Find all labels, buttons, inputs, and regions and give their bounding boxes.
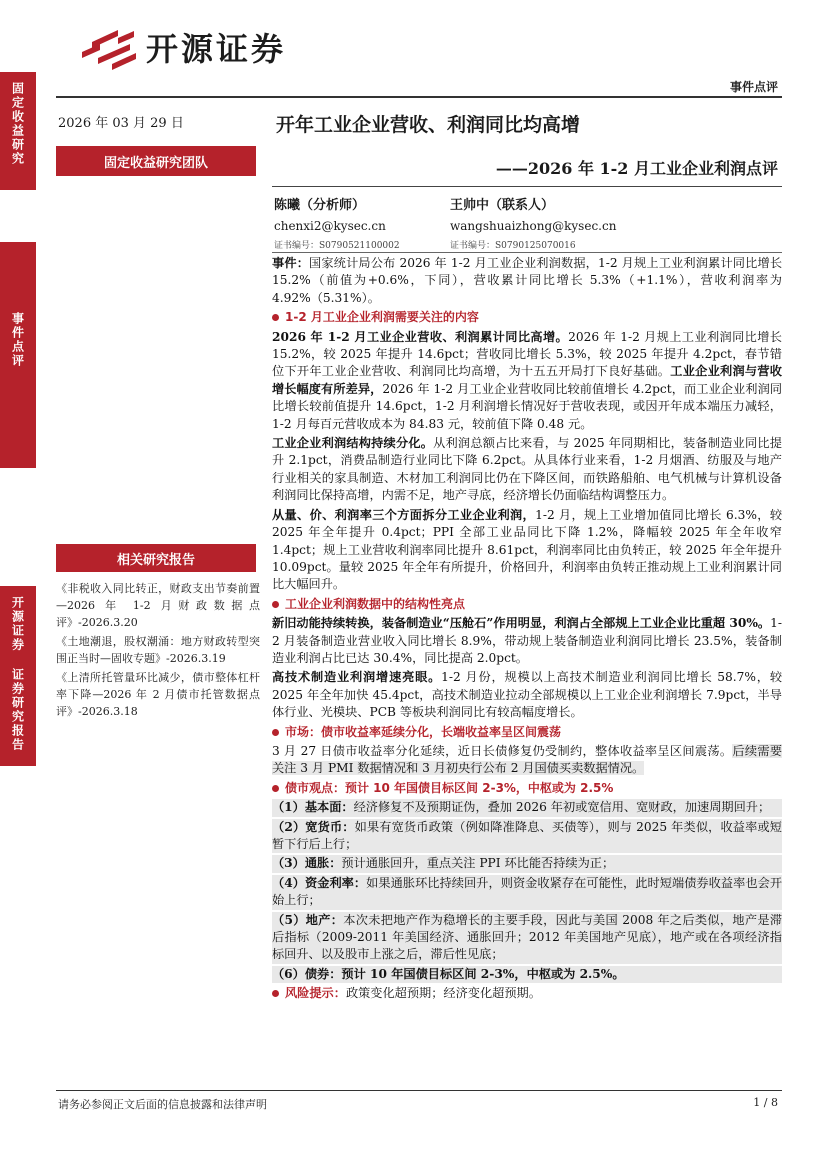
- report-date: 2026 年 03 月 29 日: [58, 116, 184, 131]
- contact-card: [450, 196, 616, 256]
- contact-cert: 证书编号：S0790125070016: [450, 241, 576, 251]
- view-item: （5）地产：本次未把地产作为稳增长的主要手段，因此与美国 2008 年之后类似，地产是滞后指标（2009-2011 年美国经济、通胀回升；2012 年美国地产见底），地产或在各项经济指标回升、以及股市上涨之后，滞后性见底；: [272, 912, 782, 964]
- contact-name: 王帅中（联系人）: [450, 198, 555, 213]
- body-paragraph: 3 月 27 日债市收益率分化延续，近日长债修复仍受制约，整体收益率呈区间震荡。后续需要关注 3 月 PMI 数据情况和 3 月初央行公布 2 月国债买卖数据情况。: [272, 743, 783, 776]
- company-logo: [78, 22, 286, 72]
- analyst-cert: 证书编号：S0790521100002: [274, 241, 400, 251]
- kysec-logo-icon: [78, 22, 140, 72]
- analyst-divider: [272, 252, 782, 253]
- event-label: 事件：: [272, 256, 310, 270]
- page-number: 1 / 8: [753, 1096, 778, 1109]
- bullet-icon: [272, 785, 279, 792]
- body-paragraph: 新旧动能持续转换，装备制造业“压舱石”作用明显，利润占全部规上工业企业比重超 30%。1-2 月装备制造业营业收入同比增长 8.9%，带动规上装备制造业利润同比增长 23.5%，装备制造业利润占比已达 30.4%，同比提高 2.0pct。: [272, 616, 782, 665]
- body-paragraph: 工业企业利润结构持续分化。从利润总额占比来看，与 2025 年同期相比，装备制造业同比提升 2.1pct，消费品制造行业同比下降 6.2pct。从具体行业来看，1-2 月烟酒、纺服及与地产行业相关的家具制造、木材加工利润同比仍在下降区间，而铁路船舶、电气机械与计算机设备利润同比保持高增，内需不足，地产寻底，经济增长仍面临结构调整压力。: [272, 436, 782, 503]
- team-label: 固定收益研究团队: [56, 146, 256, 176]
- body-paragraph: 从量、价、利润率三个方面拆分工业企业利润，1-2 月，规上工业增加值同比增长 6.3%，较 2025 年全年提升 0.4pct；PPI 全部工业品同比下降 1.2%，降幅较 2025 年全年收窄 1.4pct；规上工业营收利润率同比提升 8.61pct，利润率同比由负转正，较 2025 年全年提升 10.09pct。量较 2025 年全年有所提升，价格回升，利润率由负转正推动规上工业利润累计同比大幅回升。: [272, 507, 783, 592]
- related-reports-list: [56, 580, 260, 722]
- report-title: 开年工业企业营收、利润同比均高增: [276, 114, 581, 136]
- bullet-icon: [272, 990, 279, 997]
- body-paragraph: 2026 年 1-2 月工业企业营收、利润累计同比高增。2026 年 1-2 月规上工业利润同比增长 15.2%，较 2025 年提升 14.6pct；营收同比增长 5.3%，较 2025 年提升 4.2pct，春节错位下开年工业企业营收、利润同比均高增，为十五五开局打下良好基础。工业企业利润与营收增长幅度有所差异，2026 年 1-2 月工业企业营收同比较前值增长 4.2pct，而工业企业利润同比增长较前值提升 14.6pct，1-2 月利润增长情况好于营收表现，或因开年成本端压力减轻，1-2 月每百元营收成本为 84.83 元，较前值下降 0.48 元。: [272, 329, 783, 431]
- side-tab-fixed-income: 固定收益研究: [0, 72, 36, 190]
- view-item: （3）通胀：预计通胀回升，重点关注 PPI 环比能否持续为正；: [272, 855, 782, 872]
- bullet-icon: [272, 729, 279, 736]
- report-subtitle: ——2026 年 1-2 月工业企业利润点评: [495, 159, 778, 178]
- related-report-link[interactable]: 《土地潮退，股权潮涌：地方财政转型突围正当时—固收专题》-2026.3.19: [56, 635, 260, 665]
- header-divider: [56, 96, 782, 98]
- footer-disclaimer: 请务必参阅正文后面的信息披露和法律声明: [58, 1098, 267, 1111]
- section-heading: 债市观点：预计 10 年国债目标区间 2-3%，中枢或为 2.5%: [272, 780, 782, 797]
- view-item: （4）资金利率：如果通胀环比持续回升，则资金收紧存在可能性，此时短端债券收益率也会开始上行；: [272, 875, 782, 910]
- related-report-link[interactable]: 《上清所托管量环比减少，债市整体杠杆率下降—2026 年 2 月债市托管数据点评》-2026.3.18: [56, 671, 260, 718]
- contact-email[interactable]: wangshuaizhong@kysec.cn: [450, 219, 617, 233]
- section-heading: 工业企业利润数据中的结构性亮点: [272, 596, 782, 613]
- event-text: 国家统计局公布 2026 年 1-2 月工业企业利润数据，1-2 月规上工业利润累计同比增长 15.2%（前值为+0.6%，下同），营收累计同比增长 5.3%（+1.1%），营收利润率为 4.92%（5.31%）。: [272, 256, 783, 305]
- bullet-icon: [272, 601, 279, 608]
- title-divider: [272, 186, 782, 187]
- bullet-icon: [272, 314, 279, 321]
- related-report-link[interactable]: 《非税收入同比转正，财政支出节奏前置—2026 年 1-2 月财政数据点评》-2026.3.20: [56, 582, 260, 629]
- analyst-card: [274, 196, 400, 256]
- analyst-email[interactable]: chenxi2@kysec.cn: [274, 219, 386, 233]
- report-type-label: 事件点评: [729, 80, 778, 94]
- risk-paragraph: 风险提示：政策变化超预期；经济变化超预期。: [272, 985, 782, 1002]
- report-body: [272, 255, 782, 1005]
- body-paragraph: 高技术制造业利润增速亮眼。1-2 月份，规模以上高技术制造业利润同比增长 58.7%，较 2025 年全年加快 45.4pct，高技术制造业拉动全部规模以上工业企业利润增长 7.9pct，半导体行业、光模块、PCB 等板块利润同比有较高幅度增长。: [272, 670, 783, 720]
- side-tab-event-review: 事件点评: [0, 242, 36, 468]
- view-item: （2）宽货币：如果有宽货币政策（例如降准降息、买债等），则与 2025 年类似，收益率或短暂下行后上行；: [272, 819, 782, 854]
- view-item: （6）债券：预计 10 年国债目标区间 2-3%，中枢或为 2.5%。: [272, 966, 782, 983]
- related-reports-label: 相关研究报告: [56, 544, 256, 572]
- analyst-name: 陈曦（分析师）: [274, 198, 366, 213]
- event-paragraph: [272, 255, 782, 307]
- view-item: （1）基本面：经济修复不及预期证伪，叠加 2026 年初或宽信用、宽财政，加速周期回升；: [272, 799, 782, 816]
- logo-text: 开源证券: [146, 30, 287, 68]
- section-heading: 1-2 月工业企业利润需要关注的内容: [272, 309, 782, 326]
- section-heading: 市场：债市收益率延续分化，长端收益率呈区间震荡: [272, 724, 782, 741]
- footer-divider: [56, 1090, 782, 1091]
- side-tab-research-report: 开源证券 证券研究报告: [0, 586, 36, 766]
